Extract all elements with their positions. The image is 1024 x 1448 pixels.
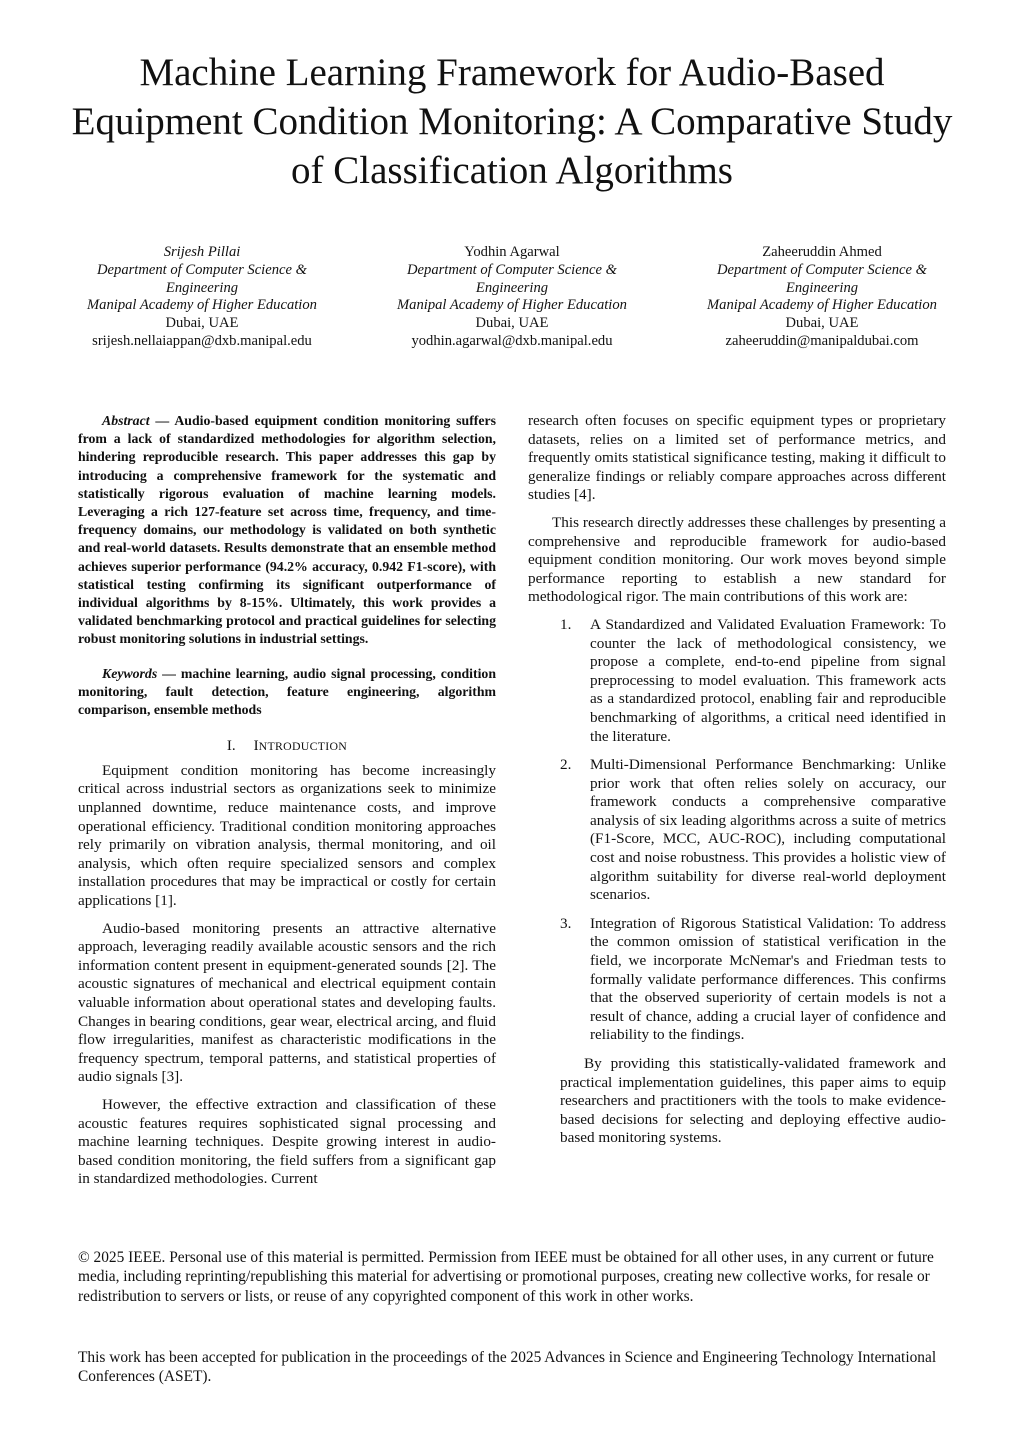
keywords-text: machine learning, audio signal processing, condition monitoring, fault detection, feature engineering, algorithm comparison, ensemble methods (78, 665, 496, 718)
section-heading-introduction (78, 737, 496, 756)
author-email: yodhin.agarwal@dxb.manipal.edu (411, 332, 613, 349)
author-1 (62, 244, 342, 351)
acceptance-note: This work has been accepted for publication in the proceedings of the 2025 Advances in Science and Engineering Technology International Conferences (ASET). (78, 1349, 937, 1386)
author-dept: Department of Computer Science & (717, 261, 927, 278)
author-name: Yodhin Agarwal (464, 244, 560, 260)
paper-title: Machine Learning Framework for Audio-Based Equipment Condition Monitoring: A Comparative Study of Classification Algorithms (71, 51, 953, 192)
contribution-number: 1. (560, 615, 572, 633)
author-email: zaheeruddin@manipaldubai.com (725, 332, 919, 349)
contribution-text: Multi-Dimensional Performance Benchmarking: Unlike prior work that often relies solely on accuracy, our framework conducts a comprehensive comparative analysis of six leading algorithms across a suite of metrics (F1-Score, MCC, AUC-ROC), including computational cost and noise robustness. This provides a holistic view of algorithm suitability for diverse real-world deployment scenarios. (590, 756, 946, 904)
author-location: Dubai, UAE (165, 315, 239, 332)
abstract-text: Audio-based equipment condition monitoring suffers from a lack of standardized methodologies for algorithm selection, hindering reproducible research. This paper addresses this gap by introducing a comprehensive framework for the systematic and statistically rigorous evaluation of machine learning models. Leveraging a rich 127-feature set across time, frequency, and time-frequency domains, our methodology is validated on both synthetic and real-world datasets. Results demonstrate that an ensemble method achieves superior performance (94.2% accuracy, 0.942 F1-score), with statistical testing confirming its significant outperformance of individual algorithms by 8-15%. Ultimately, this work provides a validated benchmarking protocol and practical guidelines for selecting robust monitoring solutions in industrial settings. (78, 413, 496, 647)
keywords-label: Keywords (102, 665, 158, 681)
author-institution: Manipal Academy of Higher Education (87, 297, 317, 314)
abstract (78, 412, 496, 649)
author-name: Srijesh Pillai (163, 244, 241, 260)
author-dept-cont: Engineering (785, 279, 859, 296)
contributions-list (528, 616, 946, 1045)
section-title-rest: NTRODUCTION (258, 739, 348, 754)
author-dept-cont: Engineering (165, 279, 239, 296)
section-title-initial: I (253, 738, 259, 755)
contribution-number: 2. (560, 756, 572, 774)
contribution-item (528, 756, 946, 905)
author-dept: Department of Computer Science & (407, 261, 617, 278)
contribution-item (528, 915, 946, 1045)
abstract-label: Abstract (102, 413, 150, 428)
author-3 (682, 244, 962, 351)
keywords (78, 665, 496, 720)
author-location: Dubai, UAE (475, 315, 549, 332)
author-location: Dubai, UAE (785, 315, 859, 332)
abstract-separator: — (149, 413, 175, 428)
contribution-item (528, 616, 946, 746)
right-column (528, 412, 946, 1157)
intro-paragraph-2: Audio-based monitoring presents an attractive alternative approach, leveraging readily available acoustic sensors and the rich information content present in equipment-generated sounds [2]. The acoustic signatures of mechanical and electrical equipment contain valuable information about operational states and developing faults. Changes in bearing conditions, gear wear, electrical arcing, and fluid flow irregularities, manifest as characteristic modifications in the frequency spectrum, temporal patterns, and statistical properties of audio signals [3]. (78, 919, 496, 1086)
author-institution: Manipal Academy of Higher Education (397, 297, 627, 314)
author-dept: Department of Computer Science & (97, 261, 307, 278)
section-number: I. (226, 738, 236, 755)
contribution-number: 3. (560, 914, 572, 932)
intro-paragraph-1: Equipment condition monitoring has become increasingly critical across industrial sectors as organizations seek to minimize unplanned downtime, reduce maintenance costs, and improve operational efficiency. Traditional condition monitoring approaches rely primarily on vibration analysis, thermal monitoring, and oil analysis, which often require specialized sensors and complex installation procedures that may be impractical or costly for certain applications [1]. (78, 761, 496, 909)
author-2 (372, 244, 652, 351)
intro-paragraph-3: However, the effective extraction and classification of these acoustic features requires sophisticated signal processing and machine learning techniques. Despite growing interest in audio-based condition monitoring, the field suffers from a significant gap in standardized methodologies. Current (78, 1095, 496, 1188)
contribution-text: Integration of Rigorous Statistical Validation: To address the common omission of statistical verification in the field, we incorporate McNemar's and Friedman tests to formally validate performance differences. This confirms that the observed superiority of certain models is not a result of chance, adding a crucial layer of confidence and reliability to the findings. (590, 914, 946, 1044)
contribution-text: A Standardized and Validated Evaluation Framework: To counter the lack of methodological consistency, we propose a complete, end-to-end pipeline from signal preprocessing to model evaluation. This framework acts as a standardized protocol, enabling fair and reproducible benchmarking of algorithms, a critical need identified in the literature. (590, 615, 946, 745)
left-column (78, 412, 496, 1198)
author-dept-cont: Engineering (475, 279, 549, 296)
author-email: srijesh.nellaiappan@dxb.manipal.edu (92, 332, 312, 349)
intro-paragraph-4: This research directly addresses these challenges by presenting a comprehensive and reproducible framework for audio-based equipment condition monitoring. Our work moves beyond simple performance reporting to establish a new standard for methodological rigor. The main contributions of this work are: (528, 513, 946, 606)
keywords-separator: — (157, 665, 181, 681)
closing-paragraph: By providing this statistically-validated framework and practical implementation guidelines, this paper aims to equip researchers and practitioners with the tools to make evidence-based decisions for selecting and deploying effective audio-based monitoring systems. (560, 1055, 946, 1147)
author-name: Zaheeruddin Ahmed (762, 244, 882, 260)
author-institution: Manipal Academy of Higher Education (707, 297, 937, 314)
intro-paragraph-continuation: research often focuses on specific equipment types or proprietary datasets, relies on a limited set of performance metrics, and frequently omits statistical significance testing, making it difficult to generalize findings or reliably compare approaches across different studies [4]. (528, 412, 946, 504)
copyright-notice: © 2025 IEEE. Personal use of this material is permitted. Permission from IEEE must be obtained for all other uses, in any current or future media, including reprinting/republishing this material for advertising or promotional purposes, creating new collective works, for resale or redistribution to servers or lists, or reuse of any copyrighted component of this work in other works. (78, 1249, 934, 1305)
